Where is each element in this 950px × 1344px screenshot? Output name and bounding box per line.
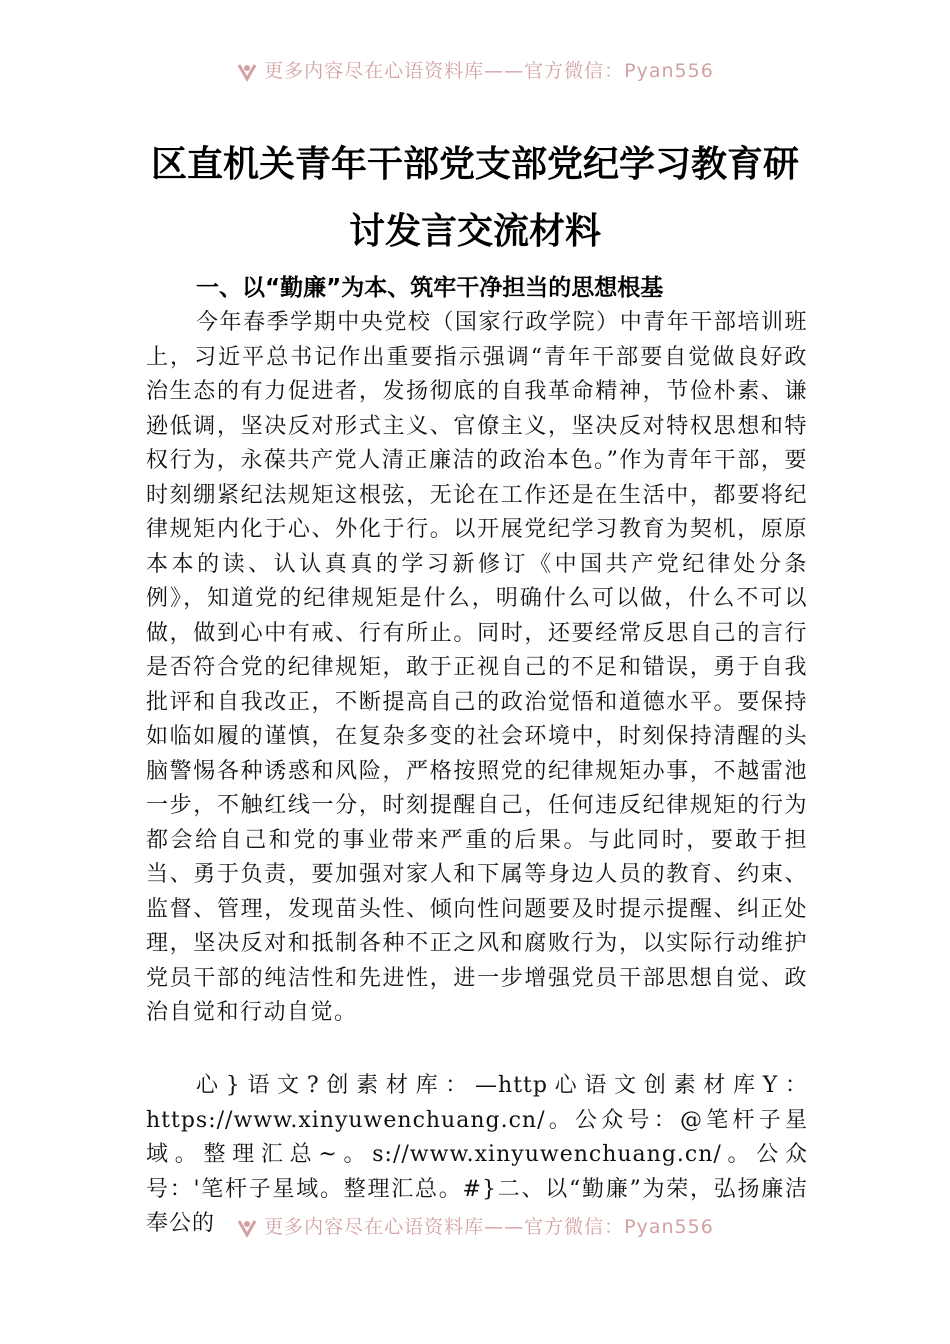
document-title-line-2: 讨发言交流材料 [348,210,601,252]
brand-logo-icon [236,61,258,81]
watermark-footer [0,1212,950,1236]
body-paragraph-continued: 心}语文?创素材库：—http心语文创素材库Y：https://www.xinyuwenchuang.cn/。公众号：@笔杆子星域。整理汇总~。s://www.xinyuwenchuang.cn/。公众号：'笔杆子星域。整理汇总。#}二、以“勤廉”为荣，弘扬廉洁奉公的 [146,1073,808,1236]
watermark-text: 更多内容尽在心语资料库——官方微信：Pyan556 [264,60,714,82]
section-heading: 一、以“勤廉”为本、筑牢干净担当的思想根基 [196,275,664,301]
watermark-text: 更多内容尽在心语资料库——官方微信：Pyan556 [264,1216,714,1238]
watermark-header [0,56,950,80]
body-paragraph: 今年春季学期中央党校（国家行政学院）中青年干部培训班上，习近平总书记作出重要指示强调“青年干部要自觉做良好政治生态的有力促进者，发扬彻底的自我革命精神，节俭朴素、谦逊低调，坚决反对形式主义、官僚主义，坚决反对特权思想和特权行为，永葆共产党人清正廉洁的政治本色。”作为青年干部，要时刻绷紧纪法规矩这根弦，无论在工作还是在生活中，都要将纪律规矩内化于心、外化于行。以开展党纪学习教育为契机，原原本本的读、认认真真的学习新修订《中国共产党纪律处分条例》，知道党的纪律规矩是什么，明确什么可以做，什么不可以做，做到心中有戒、行有所止。同时，还要经常反思自己的言行是否符合党的纪律规矩，敢于正视自己的不足和错误，勇于自我批评和自我改正，不断提高自己的政治觉悟和道德水平。要保持如临如履的谨慎，在复杂多变的社会环境中，时刻保持清醒的头脑警惕各种诱惑和风险，严格按照党的纪律规矩办事，不越雷池一步，不触红线一分，时刻提醒自己，任何违反纪律规矩的行为都会给自己和党的事业带来严重的后果。与此同时，要敢于担当、勇于负责，要加强对家人和下属等身边人员的教育、约束、监督、管理，发现苗头性、倾向性问题要及时提示提醒、纠正处理，坚决反对和抵制各种不正之风和腐败行为，以实际行动维护党员干部的纯洁性和先进性，进一步增强党员干部思想自觉、政治自觉和行动自觉。 [146,310,808,1025]
brand-logo-icon [236,1217,258,1237]
document-title-line-1: 区直机关青年干部党支部党纪学习教育研 [150,143,799,185]
